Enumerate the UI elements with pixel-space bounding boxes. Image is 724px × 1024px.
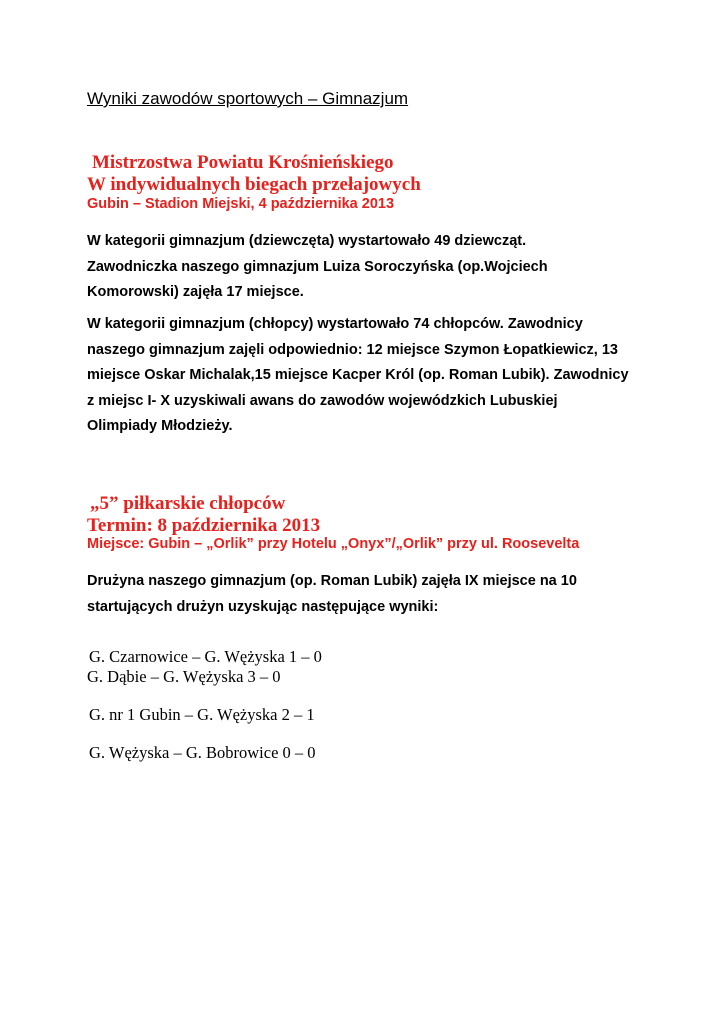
section2-paragraph1: Drużyna naszego gimnazjum (op. Roman Lubik) zajęła IX miejsce na 10 startujących drużyn uzyskując następujące wyniki: <box>87 573 577 615</box>
match-result: G. Wężyska – G. Bobrowice 0 – 0 <box>89 743 316 762</box>
section2-heading-line2: Termin: 8 października 2013 <box>87 515 321 536</box>
match-result: G. Dąbie – G. Wężyska 3 – 0 <box>87 667 281 686</box>
section1-subheading: Gubin – Stadion Miejski, 4 października 2013 <box>87 196 395 212</box>
section1-heading-line2: W indywidualnych biegach przełajowych <box>87 174 421 195</box>
section1-heading-line1: Mistrzostwa Powiatu Krośnieńskiego <box>92 152 394 173</box>
section1-paragraph2: W kategorii gimnazjum (chłopcy) wystartowało 74 chłopców. Zawodnicy naszego gimnazjum zajęli odpowiednio: 12 miejsce Szymon Łopatkiewicz, 13 miejsce Oskar Michalak,15 miejsce Kacper Król (op. Roman Lubik). Zawodnicy z miejsc I- X uzyskiwali awans do zawodów wojewódzkich Lubuskiej Olimpiady Młodzieży. <box>87 316 629 434</box>
section2-heading-line1: „5” piłkarskie chłopców <box>90 493 286 514</box>
section2-subheading: Miejsce: Gubin – „Orlik” przy Hotelu „Onyx”/„Orlik” przy ul. Roosevelta <box>87 536 580 552</box>
document-title: Wyniki zawodów sportowych – Gimnazjum <box>87 89 409 108</box>
section1-paragraph1: W kategorii gimnazjum (dziewczęta) wystartowało 49 dziewcząt. Zawodniczka naszego gimnazjum Luiza Soroczyńska (op.Wojciech Komorowski) zajęła 17 miejsce. <box>87 233 548 300</box>
match-result: G. Czarnowice – G. Wężyska 1 – 0 <box>89 647 322 666</box>
match-result: G. nr 1 Gubin – G. Wężyska 2 – 1 <box>89 705 315 724</box>
